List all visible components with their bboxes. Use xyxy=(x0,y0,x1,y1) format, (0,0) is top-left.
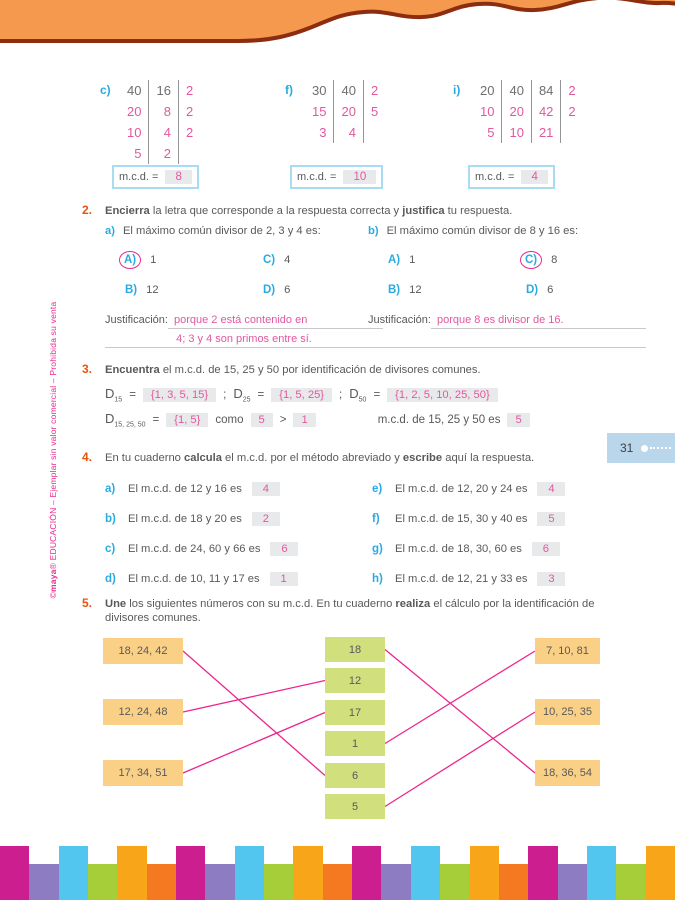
badge-dotted-line xyxy=(650,447,671,449)
answer-chip: 3 xyxy=(537,572,565,586)
table-cell: 2 xyxy=(568,83,576,98)
table-cell: 4 xyxy=(348,125,356,140)
table-cell: 20 xyxy=(509,104,524,119)
question-label: a) xyxy=(105,225,115,237)
text: = xyxy=(152,413,160,426)
table-cell: 16 xyxy=(156,83,171,98)
match-box-middle-4: 6 xyxy=(325,763,385,788)
table-column xyxy=(473,80,502,143)
option xyxy=(388,249,526,271)
answer-chip: 6 xyxy=(270,542,298,556)
justification-label: Justificación: xyxy=(368,314,431,326)
item-text: El m.c.d. de 15, 30 y 40 es xyxy=(395,512,528,525)
exercise5-number: 5. xyxy=(82,596,93,610)
table-cell: 15 xyxy=(312,104,327,119)
table-cell: 2 xyxy=(370,83,379,98)
divisor-set-subscript: 50 xyxy=(358,396,367,404)
table-cell: 40 xyxy=(509,83,524,98)
text: = xyxy=(257,388,265,401)
option-value: 1 xyxy=(150,254,157,266)
match-box-middle-3: 1 xyxy=(325,731,385,756)
answer-chip: {1, 5, 25} xyxy=(271,388,332,402)
strip-bar xyxy=(264,864,293,900)
match-box-right-0: 7, 10, 81 xyxy=(535,638,600,664)
table-cell: 40 xyxy=(127,83,142,98)
text-segment: el cálculo por la identificación de divisores comunes. xyxy=(105,598,595,624)
strip-bar xyxy=(470,846,499,900)
text-segment: justifica xyxy=(402,205,445,217)
text-segment: Encuentra xyxy=(105,364,160,376)
match-box-middle-2: 17 xyxy=(325,700,385,725)
justification-label: Justificación: xyxy=(105,314,168,326)
match-line xyxy=(183,713,325,774)
answer-chip: 1 xyxy=(293,413,315,427)
bottom-decoration-strip xyxy=(0,846,675,900)
text: ; xyxy=(339,388,343,401)
divisor-set-symbol: $D_{15, 25, 50}$ xyxy=(105,411,146,429)
option xyxy=(263,279,383,301)
question-text: El máximo común divisor de 2, 3 y 4 es: xyxy=(122,225,321,237)
justification-answer-line: porque 2 está contenido en xyxy=(168,314,383,329)
option xyxy=(125,279,263,301)
text-segment: la letra que corresponde a la respuesta correcta y xyxy=(149,205,403,217)
item-letter: e) xyxy=(372,482,383,495)
text-segment: aquí la respuesta. xyxy=(442,452,535,464)
strip-bar xyxy=(646,846,675,900)
option-letter-circled: C) xyxy=(520,251,542,269)
table-column xyxy=(561,80,582,143)
strip-bar xyxy=(558,864,587,900)
option-letter: B) xyxy=(125,284,138,296)
table-cell: 10 xyxy=(509,125,524,140)
option-value: 6 xyxy=(284,284,291,296)
item-text: El m.c.d. de 24, 60 y 66 es xyxy=(128,542,261,555)
table-cell: 2 xyxy=(568,104,576,119)
justification-row xyxy=(105,314,383,329)
match-box-right-1: 10, 25, 35 xyxy=(535,699,600,725)
option-letter: C) xyxy=(263,254,276,266)
table-cell: 4 xyxy=(163,125,171,140)
page-number: 31 xyxy=(620,441,634,455)
table-column xyxy=(364,80,385,143)
strip-bar xyxy=(29,864,58,900)
table-cell: 84 xyxy=(538,83,554,98)
table-cell: 2 xyxy=(185,83,194,98)
table-column xyxy=(532,80,561,143)
item-letter: g) xyxy=(372,542,383,555)
table-column xyxy=(179,80,200,164)
strip-bar xyxy=(352,846,381,900)
answer-chip: 5 xyxy=(537,512,565,526)
mcd-label: m.c.d. = xyxy=(119,171,159,183)
table-cell: 2 xyxy=(185,125,194,140)
answer-chip: 6 xyxy=(532,542,560,556)
question-label: b) xyxy=(368,225,379,237)
strip-bar xyxy=(293,846,322,900)
answer-chip: {1, 3, 5, 15} xyxy=(143,388,216,402)
strip-bar xyxy=(176,846,205,900)
table-cell: 5 xyxy=(134,146,142,161)
text-segment: realiza xyxy=(395,598,431,610)
option-letter: B) xyxy=(388,284,401,296)
match-line xyxy=(183,651,325,776)
table-cell: 5 xyxy=(370,104,379,119)
divisor-sets-line xyxy=(105,386,498,404)
match-line xyxy=(385,712,535,807)
option xyxy=(526,249,646,271)
option-value: 6 xyxy=(547,284,554,296)
divisor-set-symbol: $D_{25}$ xyxy=(233,386,251,404)
match-line xyxy=(385,650,535,774)
item-label: i) xyxy=(453,83,461,97)
item-letter: f) xyxy=(372,512,380,525)
text-segment: © xyxy=(48,591,58,599)
top-decoration-wave xyxy=(0,0,675,48)
table-columns xyxy=(473,80,583,143)
exercise3-divisor-sets xyxy=(82,362,642,442)
option-value: 8 xyxy=(551,254,558,266)
mcd-result-box xyxy=(468,165,555,189)
strip-bar xyxy=(205,864,234,900)
justification-row xyxy=(368,314,646,329)
text-segment: Encierra xyxy=(105,205,150,217)
strip-bar xyxy=(59,846,88,900)
mcd-value: 10 xyxy=(343,170,376,184)
table-column xyxy=(149,80,178,164)
strip-bar xyxy=(411,846,440,900)
exercise3-number: 3. xyxy=(82,362,93,376)
item-text: El m.c.d. de 10, 11 y 17 es xyxy=(128,572,260,585)
item-letter: c) xyxy=(105,542,116,555)
table-column xyxy=(334,80,363,143)
answer-chip: {1, 2, 5, 10, 25, 50} xyxy=(387,388,498,402)
item-text: El m.c.d. de 12, 20 y 24 es xyxy=(395,482,528,495)
justification-answer-line xyxy=(368,333,646,348)
text-segment: En tu cuaderno xyxy=(105,452,184,464)
question-head xyxy=(105,225,383,237)
item-text: El m.c.d. de 18 y 20 es xyxy=(128,512,242,525)
justification xyxy=(105,314,383,348)
table-cell: 10 xyxy=(127,125,142,140)
divisor-set-subscript: 15, 25, 50 xyxy=(114,421,146,429)
text-segment: maya xyxy=(48,569,58,592)
text: > xyxy=(279,413,287,426)
option xyxy=(388,279,526,301)
mcd-item xyxy=(105,568,298,589)
item-text: El m.c.d. de 18, 30, 60 es xyxy=(395,542,522,555)
text: ; xyxy=(223,388,227,401)
table-cell: 21 xyxy=(538,125,554,140)
mcd-result-box xyxy=(112,165,199,189)
table-columns xyxy=(305,80,385,143)
item-label: c) xyxy=(100,83,111,97)
strip-bar xyxy=(88,864,117,900)
question-head xyxy=(368,225,646,237)
division-table xyxy=(453,80,583,143)
match-line xyxy=(385,651,535,744)
match-box-left-1: 12, 24, 48 xyxy=(103,699,183,725)
item-letter: h) xyxy=(372,572,383,585)
divisor-set-symbol: $D_{15}$ xyxy=(105,386,123,404)
divisor-set-subscript: 25 xyxy=(242,396,251,404)
table-column xyxy=(120,80,149,164)
answer-chip: 5 xyxy=(251,413,273,427)
mcd-label: m.c.d. = xyxy=(297,171,337,183)
answer-chip: 2 xyxy=(252,512,280,526)
mcd-item xyxy=(372,538,565,559)
division-table xyxy=(285,80,385,143)
table-cell: 5 xyxy=(487,125,495,140)
table-column xyxy=(305,80,334,143)
text: = xyxy=(373,388,381,401)
option-letter: D) xyxy=(263,284,276,296)
strip-bar xyxy=(616,864,645,900)
table-cell: 3 xyxy=(319,125,327,140)
option-letter: A) xyxy=(388,254,401,266)
exercise4-number: 4. xyxy=(82,450,93,464)
answer-chip: 4 xyxy=(252,482,280,496)
item-text: El m.c.d. de 12, 21 y 33 es xyxy=(395,572,528,585)
table-cell: 20 xyxy=(341,104,356,119)
mcd-result-box xyxy=(290,165,383,189)
matching-lines xyxy=(103,637,600,819)
mcd-item xyxy=(105,538,298,559)
strip-bar xyxy=(499,864,528,900)
question-a xyxy=(105,225,383,348)
mcd-value: 8 xyxy=(165,170,191,184)
options-grid xyxy=(125,249,383,301)
mcd-item xyxy=(372,508,565,529)
mcd-label: m.c.d. = xyxy=(475,171,515,183)
question-b xyxy=(368,225,646,348)
text-segment: tu respuesta. xyxy=(444,205,513,217)
match-box-middle-5: 5 xyxy=(325,794,385,819)
table-cell: 2 xyxy=(185,104,194,119)
match-box-middle-0: 18 xyxy=(325,637,385,662)
match-box-middle-1: 12 xyxy=(325,668,385,693)
table-cell: 8 xyxy=(163,104,171,119)
table-cell: 30 xyxy=(312,83,327,98)
item-text: El m.c.d. de 12 y 16 es xyxy=(128,482,242,495)
mcd-value: 4 xyxy=(521,170,547,184)
common-divisors-line xyxy=(105,411,530,429)
answer-chip: {1, 5} xyxy=(166,413,208,427)
item-letter: b) xyxy=(105,512,116,525)
strip-bar xyxy=(528,846,557,900)
strip-bar xyxy=(147,864,176,900)
option-value: 12 xyxy=(409,284,422,296)
mcd-item xyxy=(372,478,565,499)
text-segment: ® EDUCACIÓN – Ejemplar sin valor comercial – Prohibida su venta xyxy=(48,301,58,570)
strip-bar xyxy=(0,846,29,900)
text: m.c.d. de 15, 25 y 50 es xyxy=(377,413,501,426)
justification-answer-line: porque 8 es divisor de 16. xyxy=(431,314,646,329)
justification xyxy=(368,314,646,348)
option xyxy=(526,279,646,301)
option-value: 1 xyxy=(409,254,416,266)
question-text: El máximo común divisor de 8 y 16 es: xyxy=(386,225,579,237)
match-box-left-2: 17, 34, 51 xyxy=(103,760,183,786)
divisor-set-subscript: 15 xyxy=(114,396,123,404)
divisor-set-symbol: $D_{50}$ xyxy=(349,386,367,404)
mcd-item xyxy=(372,568,565,589)
text-segment: calcula xyxy=(184,452,222,464)
division-table xyxy=(100,80,200,164)
table-cell: 10 xyxy=(480,104,495,119)
match-box-right-2: 18, 36, 54 xyxy=(535,760,600,786)
exercise2-number: 2. xyxy=(82,203,93,217)
strip-bar xyxy=(440,864,469,900)
text-segment: el m.c.d. de 15, 25 y 50 por identificación de divisores comunes. xyxy=(159,364,481,376)
text-segment: escribe xyxy=(402,452,443,464)
option-value: 4 xyxy=(284,254,291,266)
text-segment: los siguientes números con su m.c.d. En tu cuaderno xyxy=(126,598,396,610)
justification-answer-line: 4; 3 y 4 son primos entre sí. xyxy=(105,333,383,348)
item-label: f) xyxy=(285,83,293,97)
item-letter: a) xyxy=(105,482,116,495)
match-box-left-0: 18, 24, 42 xyxy=(103,638,183,664)
strip-bar xyxy=(323,864,352,900)
options-grid xyxy=(388,249,646,301)
table-cell: 42 xyxy=(538,104,554,119)
option-value: 12 xyxy=(146,284,159,296)
mcd-item xyxy=(105,478,298,499)
table-columns xyxy=(120,80,200,164)
text-segment: el m.c.d. por el método abreviado y xyxy=(221,452,403,464)
exercise5-matching xyxy=(82,596,675,826)
item-letter: d) xyxy=(105,572,116,585)
mcd-item xyxy=(105,508,298,529)
matching-diagram xyxy=(103,637,600,819)
answer-chip: 4 xyxy=(537,482,565,496)
strip-bar xyxy=(587,846,616,900)
option xyxy=(263,249,383,271)
strip-bar xyxy=(381,864,410,900)
option xyxy=(125,249,263,271)
text: = xyxy=(129,388,136,401)
strip-bar xyxy=(235,846,264,900)
copyright-sidebar-text xyxy=(48,302,58,599)
table-cell: 40 xyxy=(341,83,356,98)
option-letter-circled: A) xyxy=(119,251,141,269)
exercise4-heading xyxy=(105,451,534,465)
text-segment: Une xyxy=(105,598,127,610)
strip-bar xyxy=(117,846,146,900)
exercise4-right-column xyxy=(372,478,565,598)
exercise2-multiple-choice xyxy=(82,203,675,358)
table-cell: 2 xyxy=(163,146,171,161)
exercise4-mcd-answers xyxy=(82,450,675,595)
match-line xyxy=(183,681,325,713)
exercise3-heading xyxy=(105,363,481,377)
answer-chip: 5 xyxy=(507,413,529,427)
exercise2-heading xyxy=(105,204,512,218)
exercise4-left-column xyxy=(105,478,298,598)
table-column xyxy=(502,80,531,143)
table-cell: 20 xyxy=(127,104,142,119)
option-letter: D) xyxy=(526,284,539,296)
exercise5-heading xyxy=(105,597,625,625)
exercise1-division-tables xyxy=(0,80,675,200)
answer-chip: 1 xyxy=(270,572,298,586)
text: como xyxy=(215,413,244,426)
table-cell: 20 xyxy=(480,83,495,98)
